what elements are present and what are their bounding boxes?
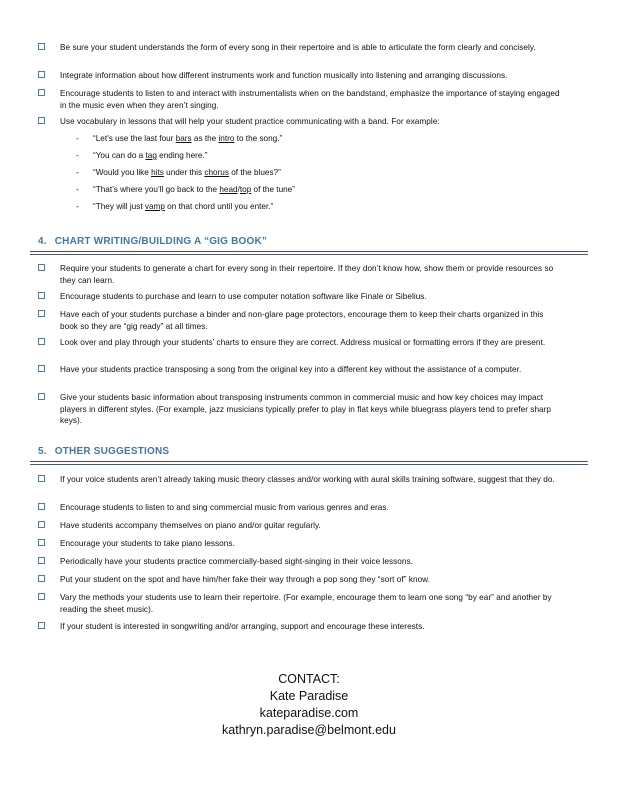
example-text: “Let’s use the last four bars as the intro to the song.” [93, 134, 283, 143]
checklist-item-text: Put your student on the spot and have him/her fake their way through a pop song they “sort of” know. [60, 575, 431, 584]
contact-block [0, 671, 618, 739]
bullet-dash: - [76, 168, 79, 177]
checklist-item-text: Use vocabulary in lessons that will help your student practice communicating with a band. For example: [60, 117, 440, 126]
section-divider [30, 461, 588, 465]
checkbox[interactable] [38, 338, 45, 345]
checklist-item-text: Require your students to generate a chart for every song in their repertoire. If they don’t know how, show them or provide resources so they can learn. [60, 264, 554, 285]
checklist-item-text: If your voice students aren’t already taking music theory classes and/or working with aural skills training software, suggest that they do. [60, 475, 555, 484]
checkbox[interactable] [38, 593, 45, 600]
checklist-item-text: If your student is interested in songwriting and/or arranging, support and encourage these interests. [60, 622, 425, 631]
checkbox[interactable] [38, 521, 45, 528]
contact-email[interactable]: kathryn.paradise@belmont.edu [222, 723, 396, 737]
checklist-item-text: Have each of your students purchase a binder and non-glare page protectors, encourage them to keep their charts organized in this book so they are “gig ready” at all times. [60, 310, 544, 331]
contact-label: CONTACT: [278, 672, 340, 686]
checkbox[interactable] [38, 43, 45, 50]
checklist-item-text: Integrate information about how different instruments work and function musically into listening and arranging discussions. [60, 71, 508, 80]
checkbox[interactable] [38, 539, 45, 546]
checkbox[interactable] [38, 475, 45, 482]
bullet-dash: - [76, 151, 79, 160]
checklist-item-text: Encourage students to listen to and interact with instrumentalists when on the bandstand, emphasize the importance of staying engaged in the music even when they aren’t singing. [60, 89, 560, 110]
checkbox[interactable] [38, 575, 45, 582]
checkbox[interactable] [38, 264, 45, 271]
checklist-item-text: Encourage students to listen to and sing commercial music from various genres and eras. [60, 503, 389, 512]
section-title: CHART WRITING/BUILDING A “GIG BOOK” [54, 236, 268, 247]
checkbox[interactable] [38, 365, 45, 372]
example-text: “Would you like hits under this chorus of the blues?” [93, 168, 281, 177]
bullet-dash: - [76, 134, 79, 143]
section-heading [38, 446, 169, 457]
checklist-item-text: Give your students basic information about transposing instruments common in commercial music and how key choices may impact players in different styles. (For example, jazz musicians typically prefer to play in flat keys while bluegrass players tend to prefer sharp keys). [60, 393, 552, 425]
checklist-item-text: Be sure your student understands the form of every song in their repertoire and is able to articulate the form clearly and concisely. [60, 43, 536, 52]
checkbox[interactable] [38, 622, 45, 629]
section-number: 5. [38, 446, 47, 457]
checklist-item-text: Have students accompany themselves on piano and/or guitar regularly. [60, 521, 321, 530]
example-text: “They will just vamp on that chord until you enter.” [93, 202, 274, 211]
section-heading [38, 236, 267, 247]
checklist-item-text: Periodically have your students practice commercially-based sight-singing in their voice lessons. [60, 557, 413, 566]
checklist-item-text: Encourage students to purchase and learn to use computer notation software like Finale or Sibelius. [60, 292, 427, 301]
section-number: 4. [38, 236, 47, 247]
section-divider [30, 251, 588, 255]
bullet-dash: - [76, 185, 79, 194]
contact-name: Kate Paradise [269, 689, 349, 703]
checkbox[interactable] [38, 310, 45, 317]
bullet-dash: - [76, 202, 79, 211]
checkbox[interactable] [38, 393, 45, 400]
checkbox[interactable] [38, 557, 45, 564]
checkbox[interactable] [38, 89, 45, 96]
checkbox[interactable] [38, 117, 45, 124]
checkbox[interactable] [38, 71, 45, 78]
checkbox[interactable] [38, 503, 45, 510]
checklist-item-text: Vary the methods your students use to learn their repertoire. (For example, encourage them to learn one song “by ear” and another by reading the sheet music). [60, 593, 552, 614]
checklist-item-text: Have your students practice transposing a song from the original key into a different key without the assistance of a computer. [60, 365, 522, 374]
checklist-item-text: Encourage your students to take piano lessons. [60, 539, 235, 548]
example-text: “That’s where you’ll go back to the head/top of the tune” [93, 185, 295, 194]
contact-website[interactable]: kateparadise.com [259, 706, 359, 720]
checklist-item-text: Look over and play through your students’ charts to ensure they are correct. Address musical or formatting errors if they are present. [60, 338, 546, 347]
checkbox[interactable] [38, 292, 45, 299]
section-title: OTHER SUGGESTIONS [54, 446, 170, 457]
example-text: “You can do a tag ending here.” [93, 151, 208, 160]
